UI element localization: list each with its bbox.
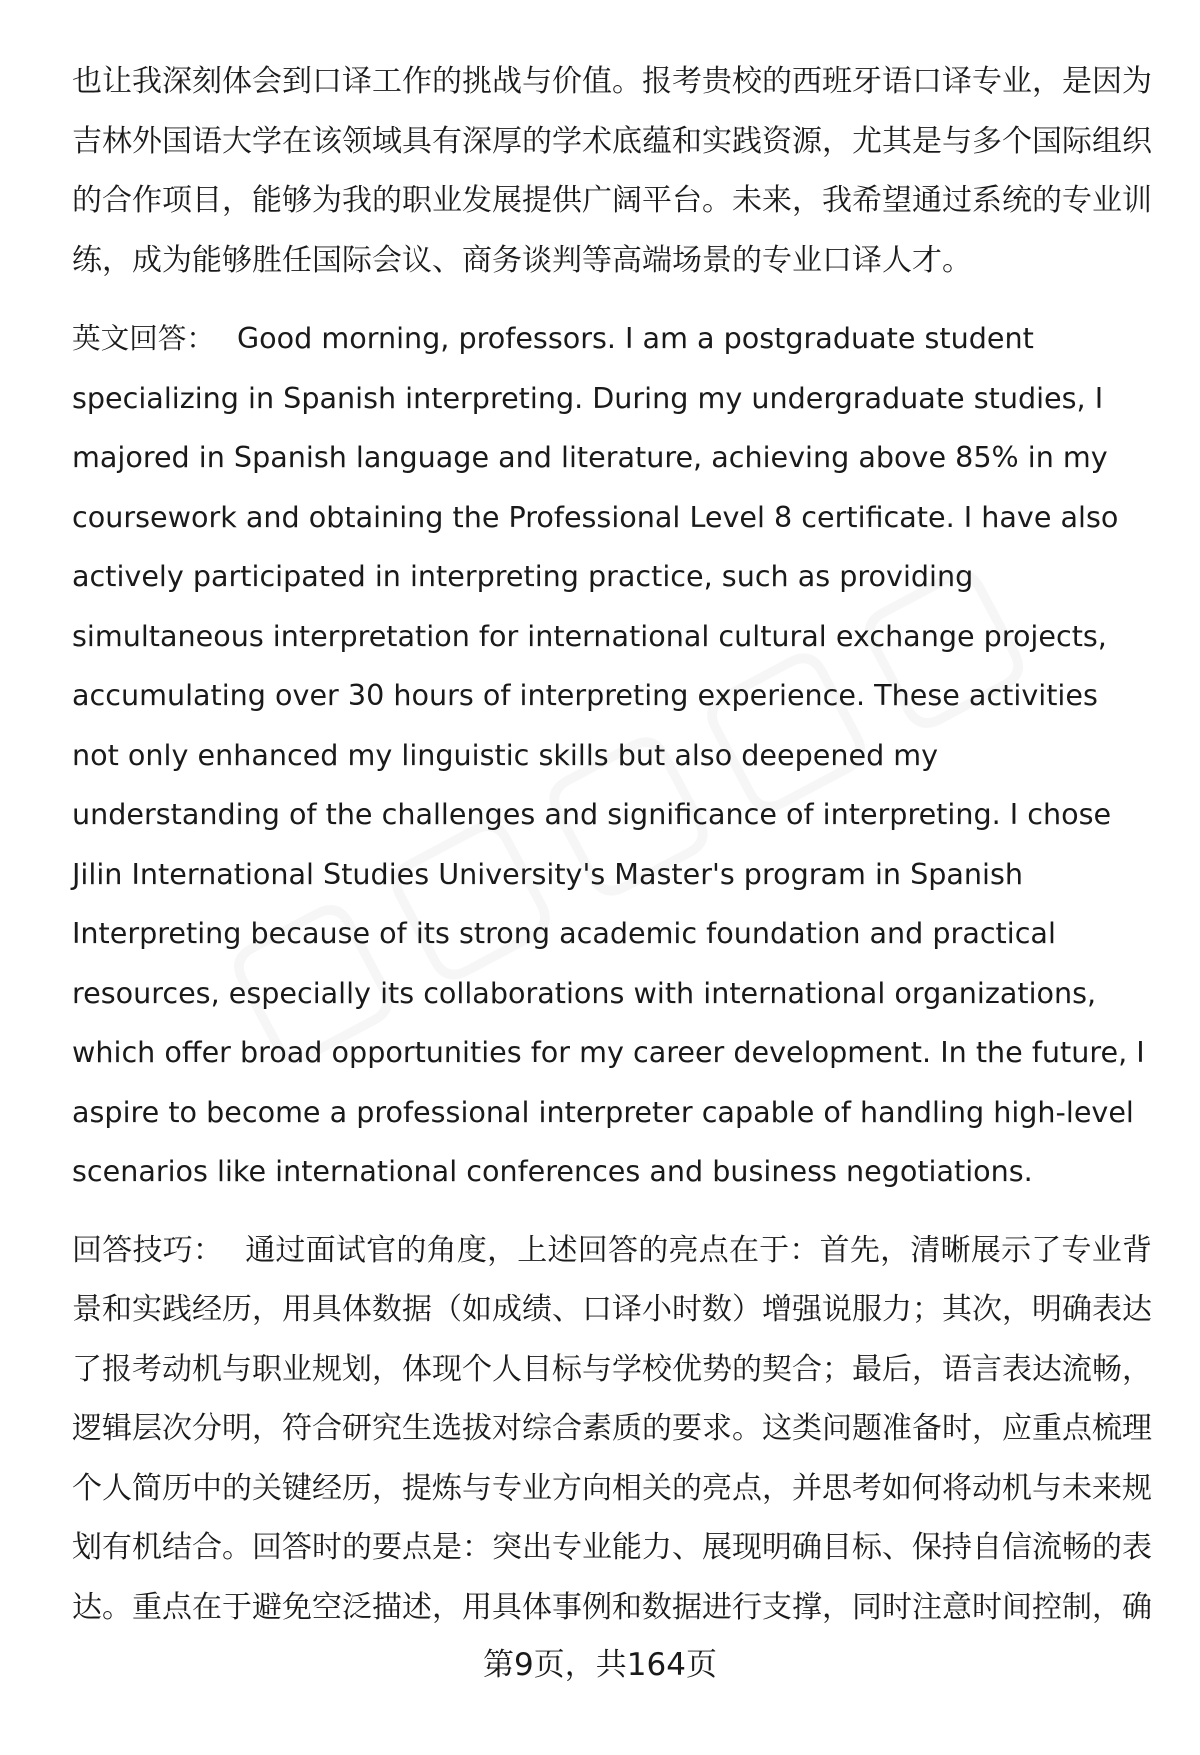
answer-tips-paragraph [72, 1221, 1152, 1638]
english-answer-paragraph [72, 309, 1152, 1202]
answer-tips-label: 回答技巧： [72, 1232, 224, 1268]
english-answer-text: Good morning, professors. I am a postgraduate student specializing in Spanish interpreting. During my undergraduate studies, I majored in Spanish language and literature, achieving above 85% in my coursework and obtaining the Professional Level 8 certificate. I have also actively participated in interpreting practice, such as providing simultaneous interpretation for international cultural exchange projects, accumulating over 30 hours of interpreting experience. These activities not only enhanced my linguistic skills but also deepened my understanding of the challenges and significance of interpreting. I chose Jilin International Studies University's Master's program in Spanish Interpreting because of its strong academic foundation and practical resources, especially its collaborations with international organizations, which offer broad opportunities for my career development. In the future, I aspire to become a professional interpreter capable of handling high-level scenarios like international conferences and business negotiations. [72, 321, 1145, 1188]
english-answer-label: 英文回答： [72, 321, 215, 355]
page-number-footer: 第9页，共164页 [483, 1647, 717, 1683]
paragraph-cn-intro: 也让我深刻体会到口译工作的挑战与价值。报考贵校的西班牙语口译专业，是因为吉林外国语大学在该领域具有深厚的学术底蕴和实践资源，尤其是与多个国际组织的合作项目，能够为我的职业发展提供广阔平台。未来，我希望通过系统的专业训练，成为能够胜任国际会议、商务谈判等高端场景的专业口译人才。 [72, 64, 1152, 278]
answer-tips-text: 通过面试官的角度，上述回答的亮点在于：首先，清晰展示了专业背景和实践经历，用具体数据（如成绩、口译小时数）增强说服力；其次，明确表达了报考动机与职业规划，体现个人目标与学校优势的契合；最后，语言表达流畅，逻辑层次分明，符合研究生选拔对综合素质的要求。这类问题准备时，应重点梳理个人简历中的关键经历，提炼与专业方向相关的亮点，并思考如何将动机与未来规划有机结合。回答时的要点是：突出专业能力、展现明确目标、保持自信流畅的表达。重点在于避免空泛描述，用具体事例和数据进行支撑，同时注意时间控制，确 [72, 1232, 1153, 1625]
document-page [72, 52, 1152, 1637]
